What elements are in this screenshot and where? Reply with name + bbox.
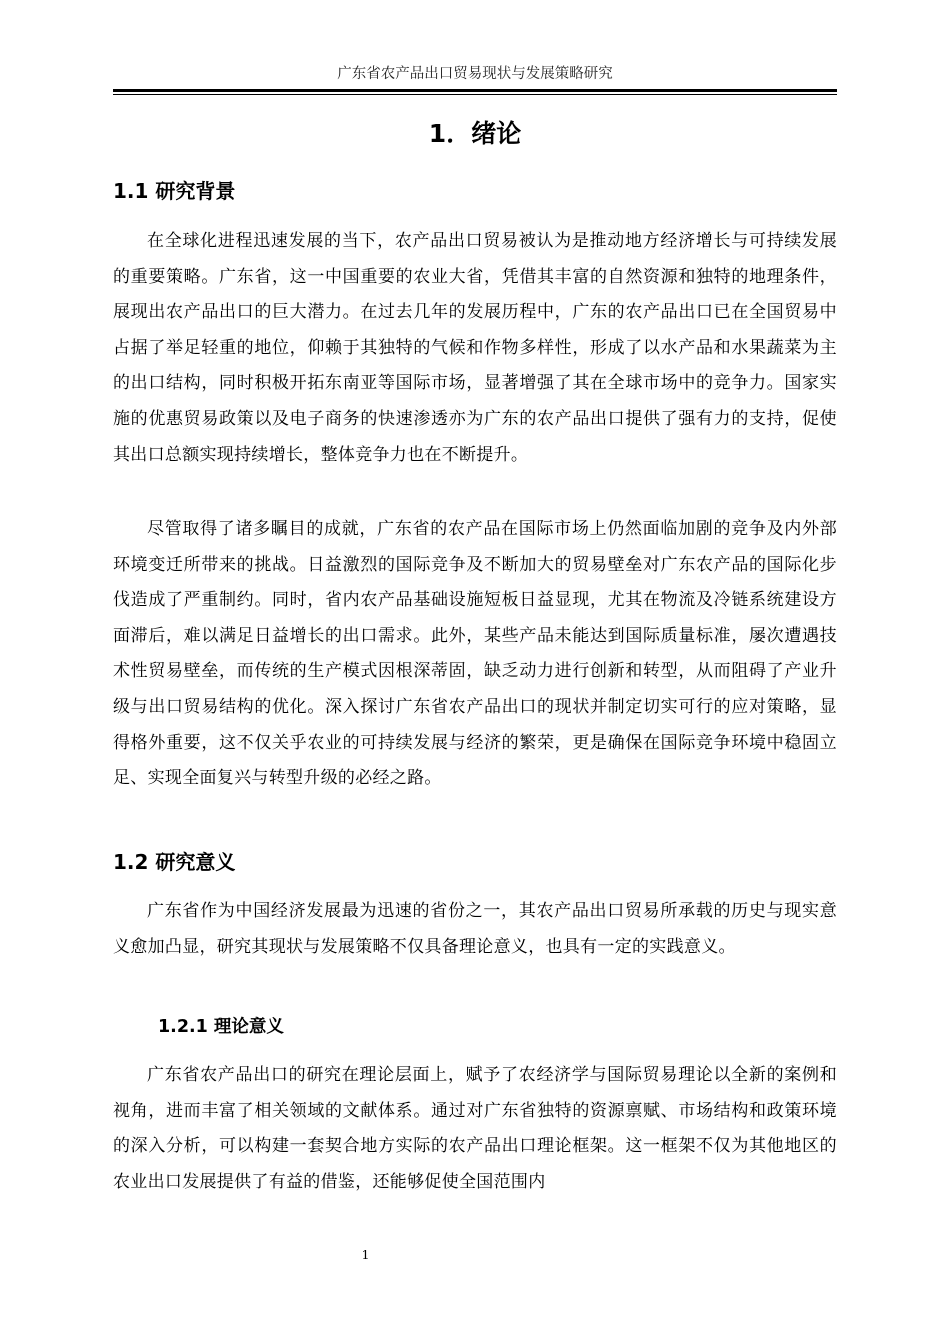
header-rule-thin xyxy=(113,94,837,95)
running-header: 广东省农产品出口贸易现状与发展策略研究 xyxy=(337,66,613,82)
section-heading-1-1: 1.1 研究背景 xyxy=(113,179,236,203)
chapter-title: 1．绪论 xyxy=(428,119,522,148)
section-heading-1-2: 1.2 研究意义 xyxy=(113,850,236,874)
page-number: 1 xyxy=(361,1247,370,1262)
paragraph: 在全球化进程迅速发展的当下，农产品出口贸易被认为是推动地方经济增长与可持续发展的重要策略。广东省，这一中国重要的农业大省，凭借其丰富的自然资源和独特的地理条件，展现出农产品出口的巨大潜力。在过去几年的发展历程中，广东的农产品出口已在全国贸易中占据了举足轻重的地位，仰赖于其独特的气候和作物多样性，形成了以水产品和水果蔬菜为主的出口结构，同时积极开拓东南亚等国际市场，显著增强了其在全球市场中的竞争力。国家实施的优惠贸易政策以及电子商务的快速渗透亦为广东的农产品出口提供了强有力的支持，促使其出口总额实现持续增长，整体竞争力也在不断提升。 xyxy=(113,231,837,465)
paragraph: 尽管取得了诸多瞩目的成就，广东省的农产品在国际市场上仍然面临加剧的竞争及内外部环境变迁所带来的挑战。日益激烈的国际竞争及不断加大的贸易壁垒对广东农产品的国际化步伐造成了严重制约。同时，省内农产品基础设施短板日益显现，尤其在物流及冷链系统建设方面滞后，难以满足日益增长的出口需求。此外，某些产品未能达到国际质量标准，屡次遭遇技术性贸易壁垒，而传统的生产模式因根深蒂固，缺乏动力进行创新和转型，从而阻碍了产业升级与出口贸易结构的优化。深入探讨广东省农产品出口的现状并制定切实可行的应对策略，显得格外重要，这不仅关乎农业的可持续发展与经济的繁荣，更是确保在国际竞争环境中稳固立足、实现全面复兴与转型升级的必经之路。 xyxy=(113,519,837,789)
paragraph: 广东省农产品出口的研究在理论层面上，赋予了农经济学与国际贸易理论以全新的案例和视角，进而丰富了相关领域的文献体系。通过对广东省独特的资源禀赋、市场结构和政策环境的深入分析，可以构建一套契合地方实际的农产品出口理论框架。这一框架不仅为其他地区的农业出口发展提供了有益的借鉴，还能够促使全国范围内 xyxy=(113,1065,837,1192)
paragraph: 广东省作为中国经济发展最为迅速的省份之一，其农产品出口贸易所承载的历史与现实意义愈加凸显，研究其现状与发展策略不仅具备理论意义，也具有一定的实践意义。 xyxy=(113,901,837,957)
subsection-heading-1-2-1: 1.2.1 理论意义 xyxy=(158,1017,284,1037)
header-rule-thick xyxy=(113,89,837,92)
